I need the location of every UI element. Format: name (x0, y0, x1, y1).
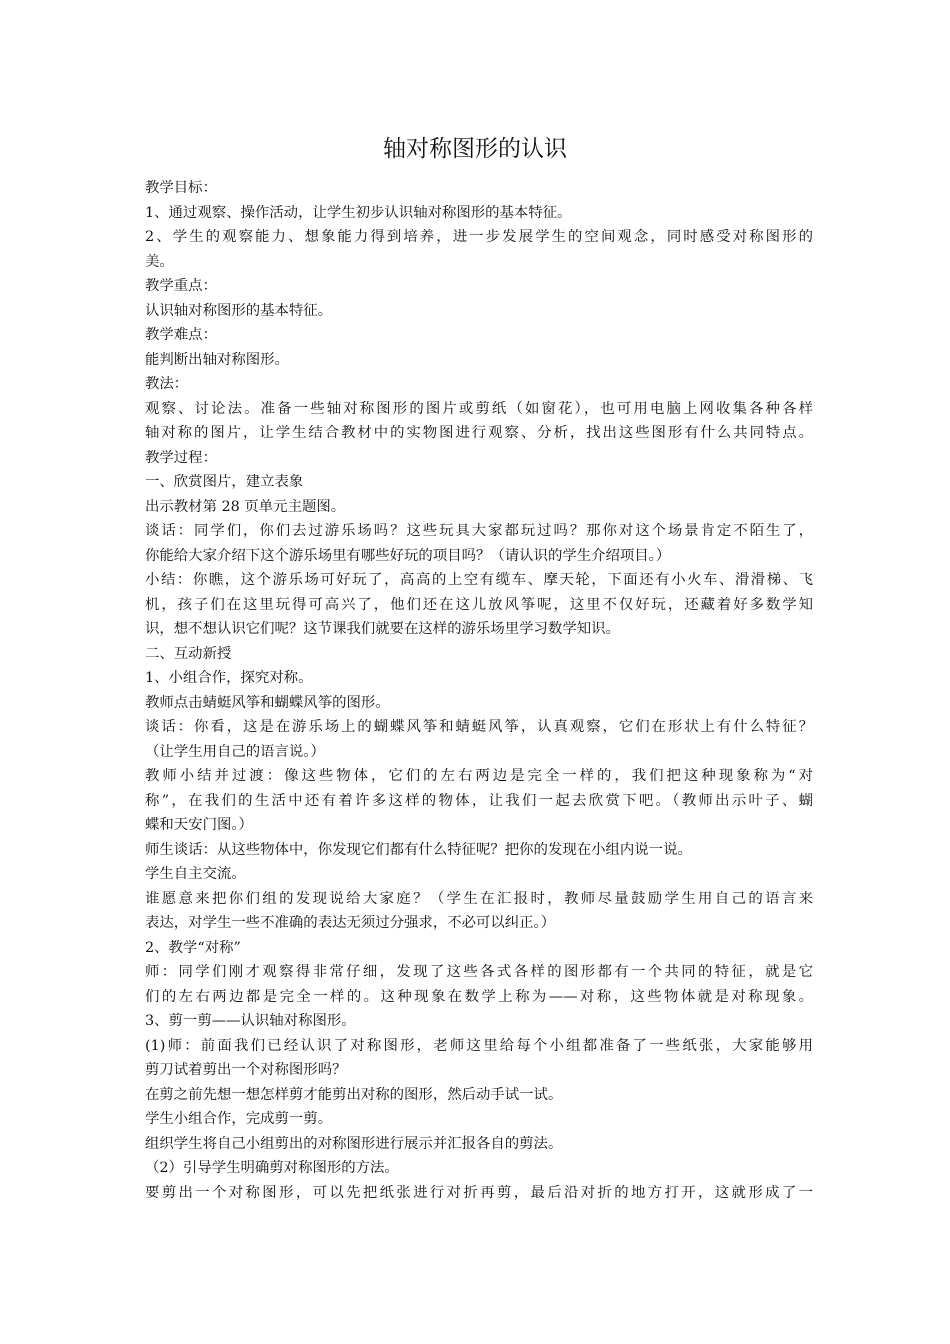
text-line: 1、小组合作，探究对称。 (145, 670, 313, 686)
text-line: 教师小结并过渡：像这些物体，它们的左右两边是完全一样的，我们把这种现象称为“对 (145, 768, 813, 784)
text-line: 教法： (145, 376, 189, 392)
text-line: 2、教学“对称” (145, 939, 241, 956)
text-line: 教学目标： (145, 180, 217, 196)
text-line: 教师点击蜻蜓风筝和蝴蝶风筝的图形。 (145, 694, 390, 711)
text-line: 谁愿意来把你们组的发现说给大家庭？（学生在汇报时，教师尽量鼓励学生用自己的语言来 (145, 890, 813, 907)
text-line: 在剪之前先想一想怎样剪才能剪出对称的图形，然后动手试一试。 (145, 1086, 563, 1103)
text-line: （2）引导学生明确剪对称图形的方法。 (145, 1160, 399, 1176)
text-line: 2、学生的观察能力、想象能力得到培养，进一步发展学生的空间观念，同时感受对称图形的 (145, 229, 813, 245)
text-line: 1、通过观察、操作活动，让学生初步认识轴对称图形的基本特征。 (145, 204, 572, 221)
document-title: 轴对称图形的认识 (383, 136, 567, 162)
text-line: 谈话：你看，这是在游乐场上的蝴蝶风筝和蜻蜓风筝，认真观察，它们在形状上有什么特征？ (145, 719, 813, 735)
text-line: 观察、讨论法。准备一些轴对称图形的图片或剪纸（如窗花），也可用电脑上网收集各种各样 (145, 400, 813, 417)
text-line: 你能给大家介绍下这个游乐场里有哪些好玩的项目吗？（请认识的学生介绍项目。） (145, 547, 671, 564)
text-line: （让学生用自己的语言说。） (145, 743, 325, 760)
text-line: 谈话：同学们，你们去过游乐场吗？这些玩具大家都玩过吗？那你对这个场景肯定不陌生了， (145, 523, 813, 539)
text-line: 表达，对学生一些不准确的表达无须过分强求，不必可以纠正。） (145, 915, 556, 931)
text-line: 认识轴对称图形的基本特征。 (145, 302, 333, 319)
text-line: 称”，在我们的生活中还有着许多这样的物体，让我们一起去欣赏下吧。（教师出示叶子、蝴 (145, 792, 813, 809)
text-line: 学生自主交流。 (145, 866, 246, 882)
text-line: 教学重点： (145, 278, 217, 294)
text-line: 师生谈话：从这些物体中，你发现它们都有什么特征呢？把你的发现在小组内说一说。 (145, 841, 692, 858)
text-line: 师：同学们刚才观察得非常仔细，发现了这些各式各样的图形都有一个共同的特征，就是它 (145, 964, 813, 980)
text-line: 识，想不想认识它们呢？这节课我们就要在这样的游乐场里学习数学知识。 (145, 621, 620, 637)
text-line: 小结：你瞧，这个游乐场可好玩了，高高的上空有缆车、摩天轮，下面还有小火车、滑滑梯、飞 (145, 572, 813, 588)
text-line: 教学难点： (145, 327, 217, 343)
document-body (145, 176, 813, 1205)
text-line: 能判断出轴对称图形。 (145, 351, 289, 368)
text-line: 出示教材第 28 页单元主题图。 (145, 498, 346, 515)
text-line: 二、互动新授 (145, 645, 232, 662)
text-line: 3、剪一剪——认识轴对称图形。 (145, 1013, 356, 1029)
text-line: 要剪出一个对称图形，可以先把纸张进行对折再剪，最后沿对折的地方打开，这就形成了一 (145, 1184, 813, 1201)
text-line: 美。 (145, 253, 174, 270)
text-line: 剪刀试着剪出一个对称图形吗？ (145, 1062, 347, 1078)
text-line: 教学过程： (145, 449, 217, 466)
text-line: 蝶和天安门图。） (145, 817, 253, 833)
text-line: 们的左右两边都是完全一样的。这种现象在数学上称为——对称，这些物体就是对称现象。 (145, 988, 813, 1005)
text-line: 机，孩子们在这里玩得可高兴了，他们还在这儿放风筝呢，这里不仅好玩，还藏着好多数学知 (145, 596, 813, 613)
text-line: (1)师：前面我们已经认识了对称图形，老师这里给每个小组都准备了一些纸张，大家能够用 (145, 1037, 813, 1054)
text-line: 组织学生将自己小组剪出的对称图形进行展示并汇报各自的剪法。 (145, 1135, 563, 1152)
text-line: 一、欣赏图片，建立表象 (145, 474, 304, 490)
text-line: 学生小组合作，完成剪一剪。 (145, 1111, 333, 1127)
text-line: 轴对称的图片，让学生结合教材中的实物图进行观察、分析，找出这些图形有什么共同特点。 (145, 425, 813, 441)
